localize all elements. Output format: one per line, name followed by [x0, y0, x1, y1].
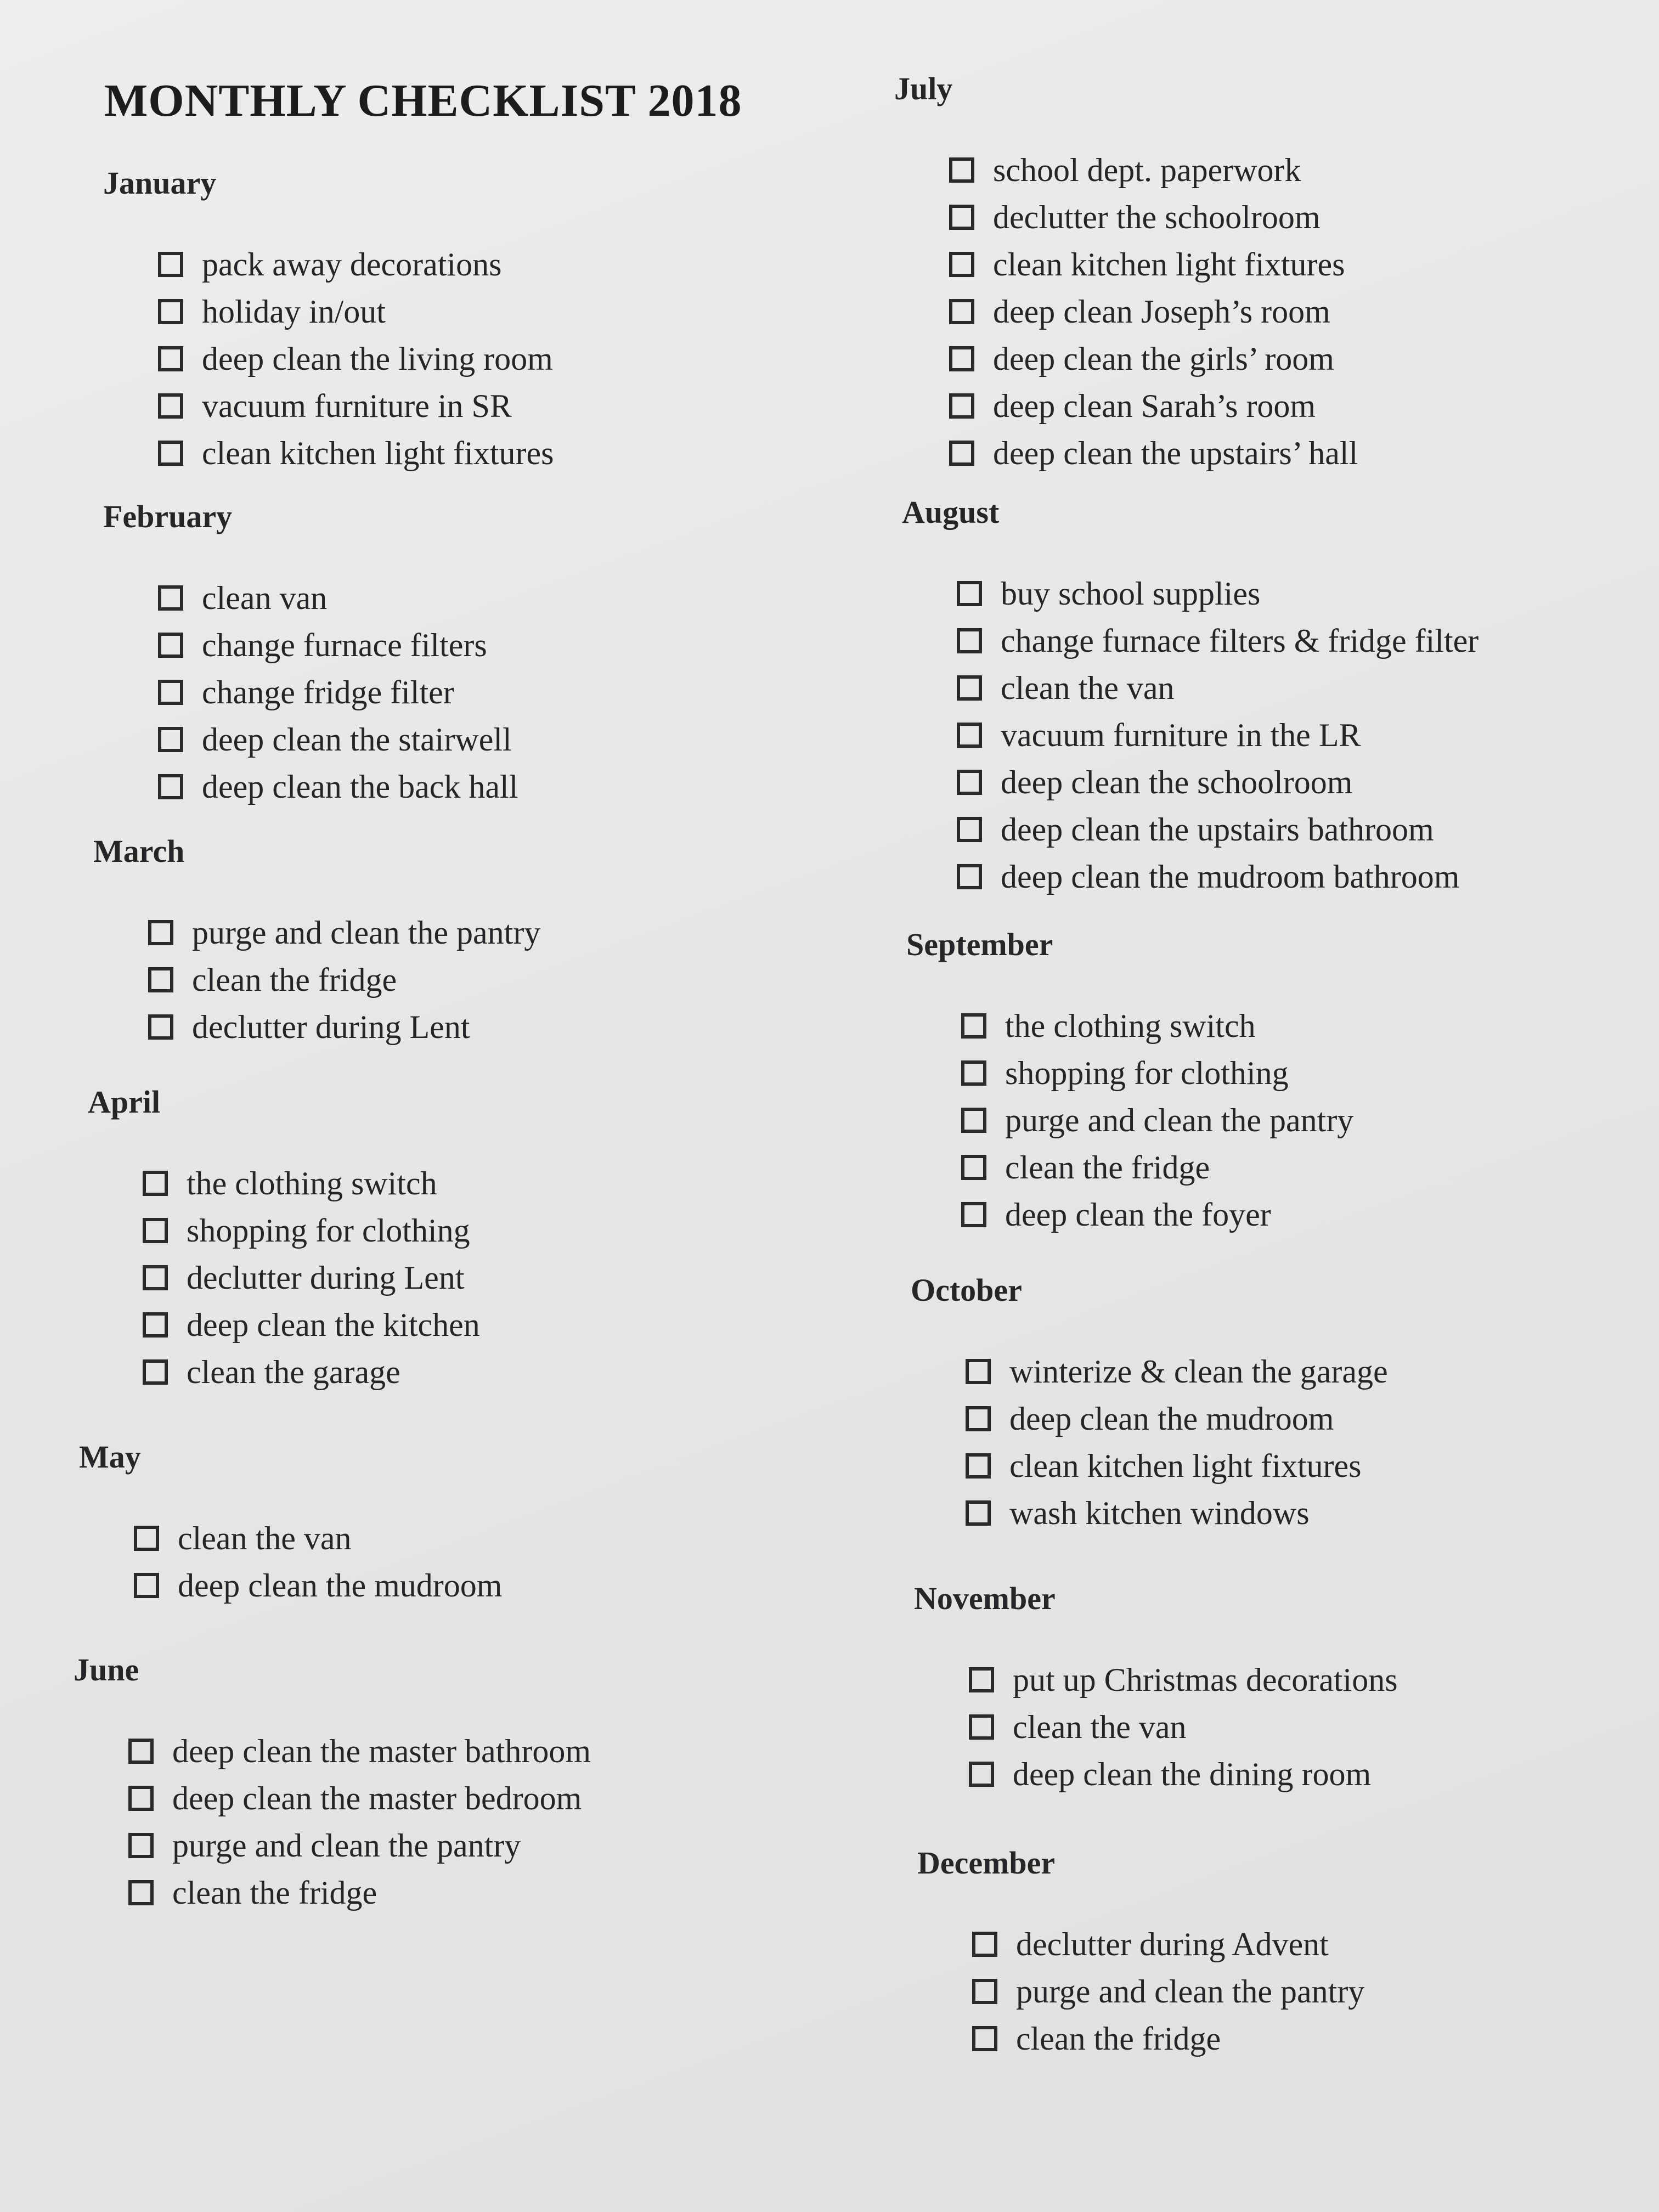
- task-item: [966, 1489, 1624, 1537]
- task-label: deep clean the mudroom: [1009, 1400, 1334, 1437]
- task-label: deep clean the mudroom: [178, 1567, 503, 1604]
- task-item: [134, 1562, 792, 1609]
- task-item: [961, 1049, 1620, 1097]
- checkbox[interactable]: [158, 252, 183, 277]
- task-label: deep clean the schoolroom: [1001, 764, 1353, 800]
- task-label: clean the van: [1013, 1708, 1187, 1745]
- task-label: shopping for clothing: [187, 1212, 470, 1249]
- month-heading: January: [103, 165, 217, 201]
- task-item: [143, 1160, 801, 1207]
- checkbox[interactable]: [969, 1714, 994, 1740]
- task-list: [103, 574, 816, 810]
- checkbox[interactable]: [949, 252, 974, 277]
- task-label: declutter during Lent: [187, 1259, 465, 1296]
- checkbox[interactable]: [128, 1786, 154, 1811]
- task-label: holiday in/out: [202, 293, 386, 330]
- checkbox[interactable]: [148, 967, 173, 992]
- checkbox[interactable]: [957, 817, 982, 842]
- task-label: declutter the schoolroom: [993, 199, 1321, 235]
- task-item: [957, 712, 1615, 759]
- task-label: the clothing switch: [187, 1165, 437, 1201]
- task-item: [128, 1775, 787, 1822]
- task-item: [961, 1002, 1620, 1049]
- checkbox[interactable]: [128, 1880, 154, 1905]
- checkbox[interactable]: [128, 1739, 154, 1764]
- task-item: [949, 335, 1607, 382]
- task-item: [949, 194, 1607, 241]
- checkbox[interactable]: [957, 581, 982, 606]
- task-item: [957, 664, 1615, 712]
- task-label: deep clean Joseph’s room: [993, 293, 1330, 330]
- checkbox[interactable]: [966, 1359, 991, 1384]
- month-march: [93, 833, 806, 1051]
- month-november: [914, 1580, 1627, 1798]
- task-label: deep clean the upstairs’ hall: [993, 435, 1358, 471]
- task-label: purge and clean the pantry: [1005, 1102, 1354, 1138]
- checkbox[interactable]: [143, 1218, 168, 1243]
- checkbox[interactable]: [949, 205, 974, 230]
- task-item: [961, 1144, 1620, 1191]
- task-list: [894, 146, 1607, 477]
- checkbox[interactable]: [961, 1155, 986, 1180]
- checkbox[interactable]: [143, 1312, 168, 1338]
- month-july: [894, 70, 1607, 477]
- checkbox[interactable]: [143, 1171, 168, 1196]
- task-label: deep clean the girls’ room: [993, 340, 1334, 377]
- task-item: [143, 1254, 801, 1301]
- checkbox[interactable]: [148, 1014, 173, 1040]
- task-list: [79, 1515, 792, 1609]
- task-item: [969, 1703, 1627, 1751]
- checkbox[interactable]: [961, 1060, 986, 1086]
- month-december: [917, 1844, 1630, 2062]
- task-label: deep clean the kitchen: [187, 1306, 480, 1343]
- month-heading: October: [911, 1272, 1022, 1308]
- month-february: [103, 498, 816, 810]
- month-june: [74, 1651, 787, 1916]
- task-item: [966, 1395, 1624, 1442]
- task-label: clean the van: [1001, 669, 1175, 706]
- task-item: [143, 1348, 801, 1396]
- task-item: [969, 1751, 1627, 1798]
- task-list: [906, 1002, 1620, 1238]
- task-item: [158, 335, 816, 382]
- task-label: shopping for clothing: [1005, 1054, 1289, 1091]
- task-label: clean kitchen light fixtures: [993, 246, 1345, 283]
- task-item: [972, 1968, 1630, 2015]
- checkbox[interactable]: [134, 1573, 159, 1598]
- checkbox[interactable]: [957, 770, 982, 795]
- checkbox[interactable]: [949, 346, 974, 371]
- month-heading: May: [79, 1439, 141, 1475]
- task-label: deep clean the foyer: [1005, 1196, 1271, 1233]
- month-october: [911, 1272, 1624, 1537]
- task-item: [949, 430, 1607, 477]
- task-item: [148, 956, 806, 1003]
- task-label: buy school supplies: [1001, 575, 1261, 612]
- task-list: [902, 570, 1615, 900]
- task-item: [949, 288, 1607, 335]
- checkbox[interactable]: [128, 1833, 154, 1858]
- checkbox[interactable]: [961, 1202, 986, 1227]
- task-label: vacuum furniture in SR: [202, 387, 512, 424]
- task-item: [961, 1097, 1620, 1144]
- month-heading: March: [93, 833, 185, 869]
- checkbox[interactable]: [961, 1013, 986, 1039]
- task-label: deep clean the dining room: [1013, 1756, 1372, 1792]
- task-label: clean the fridge: [1005, 1149, 1210, 1186]
- month-august: [902, 494, 1615, 900]
- checkbox[interactable]: [158, 633, 183, 658]
- month-heading: April: [88, 1084, 161, 1120]
- task-label: clean van: [202, 579, 328, 616]
- task-label: deep clean the upstairs bathroom: [1001, 811, 1434, 848]
- checkbox[interactable]: [158, 346, 183, 371]
- task-item: [949, 382, 1607, 430]
- month-january: [103, 165, 816, 477]
- checkbox[interactable]: [158, 299, 183, 324]
- month-heading: June: [74, 1652, 139, 1688]
- task-label: clean the fridge: [192, 961, 397, 998]
- month-heading: December: [917, 1845, 1056, 1881]
- task-label: declutter during Advent: [1016, 1926, 1329, 1962]
- checkbox[interactable]: [158, 441, 183, 466]
- task-item: [957, 853, 1615, 900]
- checkbox[interactable]: [957, 723, 982, 748]
- task-label: purge and clean the pantry: [172, 1827, 521, 1864]
- task-label: winterize & clean the garage: [1009, 1353, 1388, 1390]
- task-item: [143, 1207, 801, 1254]
- checkbox[interactable]: [957, 628, 982, 653]
- task-item: [128, 1822, 787, 1869]
- task-item: [158, 241, 816, 288]
- task-list: [917, 1921, 1630, 2062]
- month-may: [79, 1438, 792, 1609]
- task-list: [74, 1728, 787, 1916]
- task-item: [148, 1003, 806, 1051]
- task-list: [911, 1348, 1624, 1537]
- task-item: [158, 574, 816, 622]
- task-item: [158, 288, 816, 335]
- checkbox[interactable]: [143, 1265, 168, 1290]
- checkbox[interactable]: [949, 441, 974, 466]
- task-item: [966, 1348, 1624, 1395]
- task-label: deep clean the living room: [202, 340, 553, 377]
- month-september: [906, 926, 1620, 1238]
- task-item: [957, 759, 1615, 806]
- task-label: clean the fridge: [1016, 2020, 1221, 2057]
- task-item: [158, 669, 816, 716]
- month-heading: February: [103, 499, 233, 534]
- month-heading: July: [894, 71, 953, 106]
- task-item: [949, 241, 1607, 288]
- checkbox[interactable]: [961, 1108, 986, 1133]
- task-label: vacuum furniture in the LR: [1001, 716, 1361, 753]
- checkbox[interactable]: [158, 774, 183, 799]
- checkbox[interactable]: [949, 299, 974, 324]
- task-label: school dept. paperwork: [993, 151, 1301, 188]
- task-list: [103, 241, 816, 477]
- checkbox[interactable]: [957, 675, 982, 701]
- task-item: [158, 716, 816, 763]
- checkbox[interactable]: [158, 393, 183, 419]
- checkbox[interactable]: [158, 727, 183, 752]
- checkbox[interactable]: [969, 1762, 994, 1787]
- checkbox[interactable]: [972, 1979, 997, 2004]
- task-label: deep clean the back hall: [202, 768, 518, 805]
- task-item: [158, 622, 816, 669]
- task-item: [128, 1869, 787, 1916]
- task-item: [972, 1921, 1630, 1968]
- task-item: [957, 570, 1615, 617]
- task-list: [88, 1160, 801, 1396]
- task-item: [957, 806, 1615, 853]
- month-heading: August: [902, 494, 1000, 530]
- checkbox[interactable]: [143, 1359, 168, 1385]
- checkbox[interactable]: [966, 1500, 991, 1526]
- task-label: change furnace filters & fridge filter: [1001, 622, 1479, 659]
- task-label: put up Christmas decorations: [1013, 1661, 1398, 1698]
- checkbox[interactable]: [966, 1406, 991, 1431]
- task-item: [148, 909, 806, 956]
- task-item: [972, 2015, 1630, 2062]
- task-item: [949, 146, 1607, 194]
- task-list: [93, 909, 806, 1051]
- task-label: deep clean the master bathroom: [172, 1733, 591, 1769]
- task-item: [158, 382, 816, 430]
- task-label: purge and clean the pantry: [1016, 1973, 1365, 2010]
- task-item: [158, 430, 816, 477]
- checkbox[interactable]: [972, 2026, 997, 2051]
- task-label: deep clean Sarah’s room: [993, 387, 1316, 424]
- checkbox[interactable]: [134, 1526, 159, 1551]
- task-label: clean the van: [178, 1520, 352, 1556]
- task-label: pack away decorations: [202, 246, 502, 283]
- task-label: clean kitchen light fixtures: [1009, 1447, 1362, 1484]
- task-item: [128, 1728, 787, 1775]
- task-label: deep clean the master bedroom: [172, 1780, 582, 1816]
- checkbox[interactable]: [148, 920, 173, 945]
- task-label: declutter during Lent: [192, 1008, 470, 1045]
- checkbox[interactable]: [158, 680, 183, 705]
- checkbox[interactable]: [972, 1932, 997, 1957]
- task-item: [966, 1442, 1624, 1489]
- checkbox[interactable]: [957, 864, 982, 889]
- task-label: purge and clean the pantry: [192, 914, 541, 951]
- month-heading: November: [914, 1581, 1056, 1616]
- month-april: [88, 1084, 801, 1396]
- checkbox[interactable]: [949, 157, 974, 183]
- task-label: clean kitchen light fixtures: [202, 435, 554, 471]
- task-label: the clothing switch: [1005, 1007, 1256, 1044]
- task-label: deep clean the mudroom bathroom: [1001, 858, 1460, 895]
- task-label: clean the fridge: [172, 1874, 377, 1911]
- month-heading: September: [906, 927, 1053, 962]
- task-label: wash kitchen windows: [1009, 1494, 1310, 1531]
- task-item: [961, 1191, 1620, 1238]
- task-label: change fridge filter: [202, 674, 454, 710]
- task-label: deep clean the stairwell: [202, 721, 512, 758]
- checkbox[interactable]: [969, 1667, 994, 1692]
- task-item: [957, 617, 1615, 664]
- checkbox[interactable]: [949, 393, 974, 419]
- task-list: [914, 1656, 1627, 1798]
- checkbox[interactable]: [158, 585, 183, 611]
- task-item: [134, 1515, 792, 1562]
- task-label: clean the garage: [187, 1353, 400, 1390]
- task-label: change furnace filters: [202, 627, 487, 663]
- task-item: [158, 763, 816, 810]
- checkbox[interactable]: [966, 1453, 991, 1479]
- page-title: MONTHLY CHECKLIST 2018: [104, 75, 742, 126]
- task-item: [143, 1301, 801, 1348]
- task-item: [969, 1656, 1627, 1703]
